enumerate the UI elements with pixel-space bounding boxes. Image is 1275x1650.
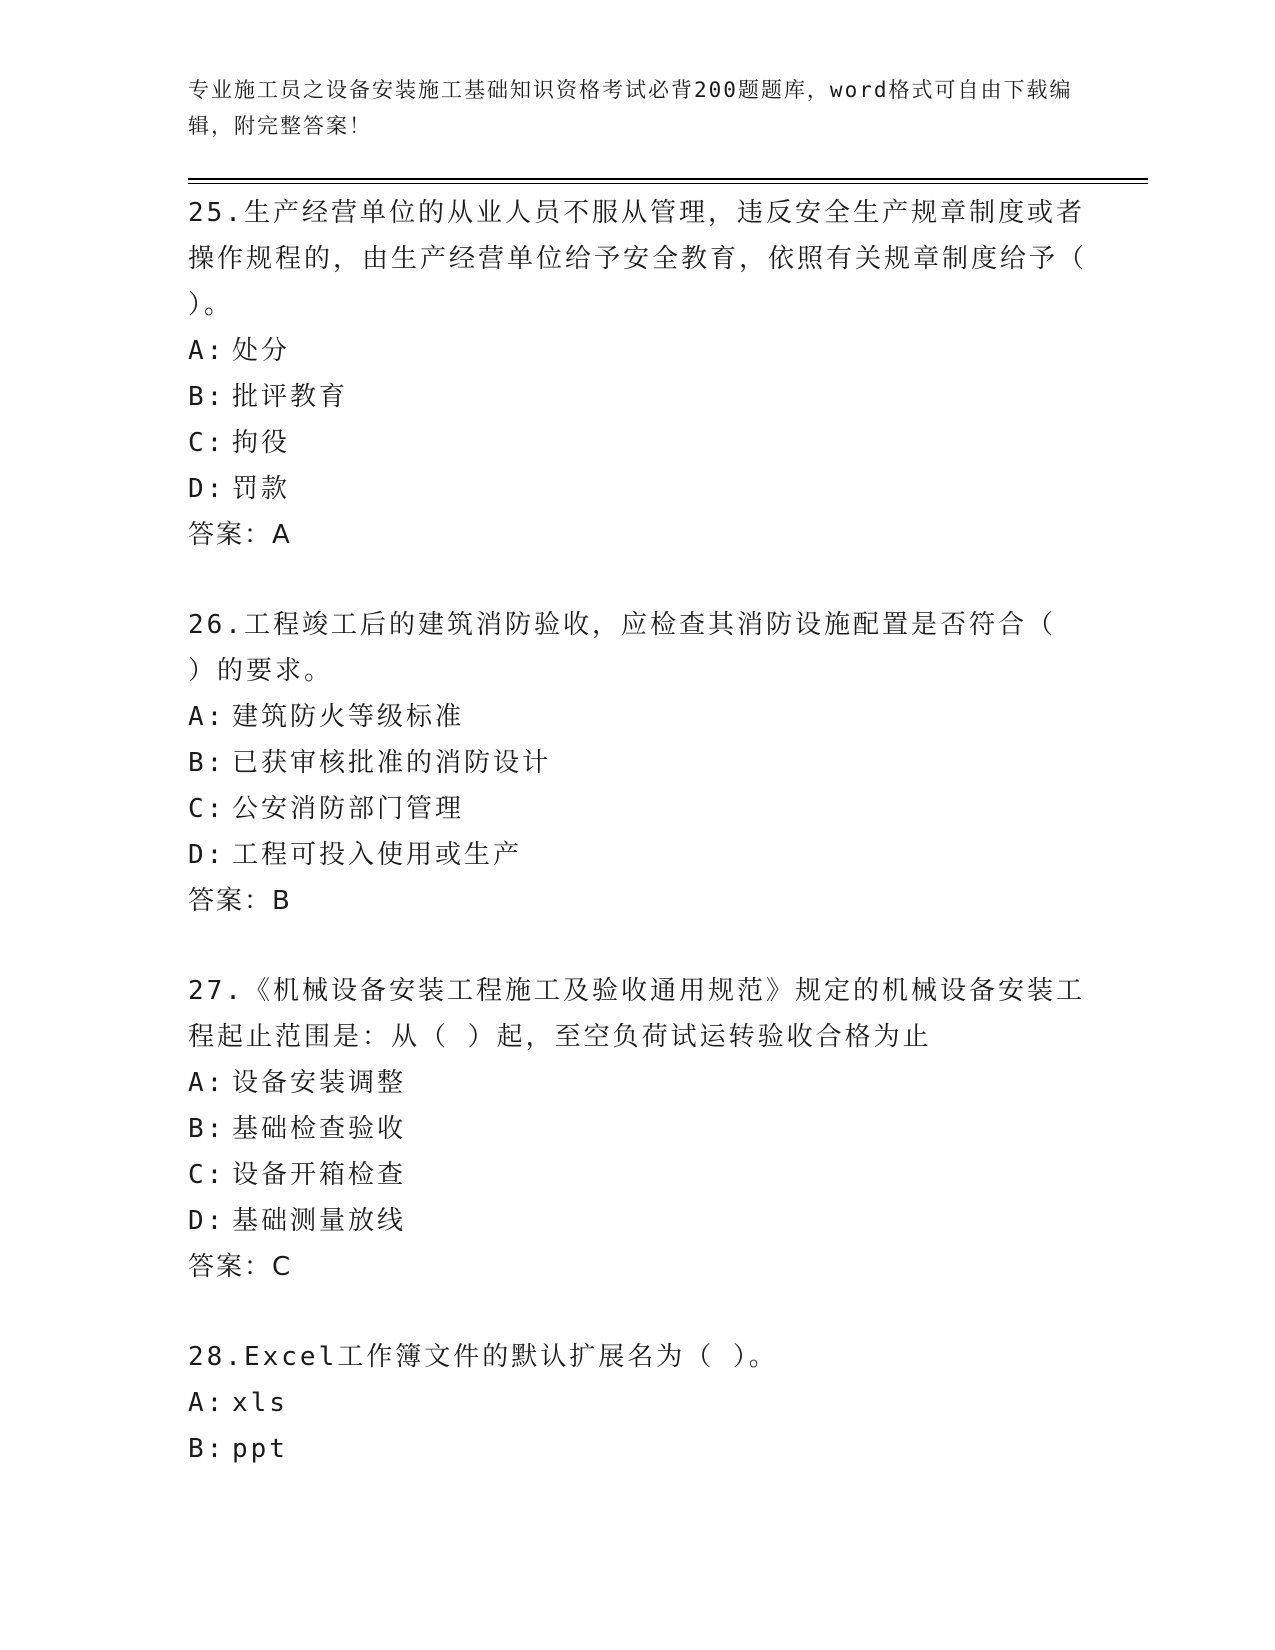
- option-c: [188, 1152, 1148, 1198]
- option-letter: B:: [188, 382, 226, 412]
- option-letter: C:: [188, 794, 226, 824]
- option-letter: D:: [188, 474, 226, 504]
- question-28: [188, 1334, 1148, 1472]
- option-letter: C:: [188, 1160, 226, 1190]
- answer-line: 答案：B: [188, 886, 292, 916]
- option-text: 已获审核批准的消防设计: [232, 748, 552, 778]
- option-c: [188, 420, 1148, 466]
- option-text: 设备安装调整: [232, 1068, 407, 1098]
- option-letter: B:: [188, 1114, 226, 1144]
- option-text: ppt: [232, 1434, 288, 1464]
- option-text: 基础测量放线: [232, 1206, 407, 1236]
- question-25: [188, 190, 1148, 558]
- question-stem: 27.《机械设备安装工程施工及验收通用规范》规定的机械设备安装工程起止范围是：从（ ）起，至空负荷试运转验收合格为止: [188, 976, 1085, 1052]
- question-27: [188, 968, 1148, 1290]
- option-text: 处分: [232, 336, 291, 366]
- question-stem: 25.生产经营单位的从业人员不服从管理，违反安全生产规章制度或者操作规程的，由生产经营单位给予安全教育，依照有关规章制度给予（ ）。: [188, 198, 1088, 320]
- option-b: [188, 1426, 1148, 1472]
- spacer: [188, 558, 1148, 596]
- option-text: xls: [232, 1388, 288, 1418]
- answer-line: 答案：A: [188, 520, 292, 550]
- option-text: 公安消防部门管理: [232, 794, 465, 824]
- option-d: [188, 1198, 1148, 1244]
- option-d: [188, 466, 1148, 512]
- option-text: 设备开箱检查: [232, 1160, 407, 1190]
- option-b: [188, 1106, 1148, 1152]
- option-letter: A:: [188, 1068, 226, 1098]
- option-letter: D:: [188, 840, 226, 870]
- option-a: [188, 1060, 1148, 1106]
- question-26: [188, 602, 1148, 924]
- spacer: [188, 924, 1148, 962]
- option-b: [188, 740, 1148, 786]
- option-letter: C:: [188, 428, 226, 458]
- answer-line: 答案：C: [188, 1252, 293, 1282]
- option-letter: B:: [188, 1434, 226, 1464]
- option-text: 拘役: [232, 428, 291, 458]
- option-text: 基础检查验收: [232, 1114, 407, 1144]
- option-a: [188, 328, 1148, 374]
- option-b: [188, 374, 1148, 420]
- option-letter: A:: [188, 702, 226, 732]
- document-header: 专业施工员之设备安装施工基础知识资格考试必背200题题库，word格式可自由下载编辑，附完整答案！: [188, 78, 1073, 138]
- option-letter: D:: [188, 1206, 226, 1236]
- option-letter: A:: [188, 1388, 226, 1418]
- option-d: [188, 832, 1148, 878]
- option-text: 工程可投入使用或生产: [232, 840, 523, 870]
- option-a: [188, 1380, 1148, 1426]
- option-text: 批评教育: [232, 382, 349, 412]
- header-divider: [188, 178, 1148, 184]
- question-stem: 26.工程竣工后的建筑消防验收，应检查其消防设施配置是否符合（ ）的要求。: [188, 610, 1056, 686]
- question-stem: 28.Excel工作簿文件的默认扩展名为（ ）。: [188, 1342, 778, 1372]
- option-a: [188, 694, 1148, 740]
- option-c: [188, 786, 1148, 832]
- document-page: [188, 72, 1148, 1472]
- option-letter: B:: [188, 748, 226, 778]
- spacer: [188, 1290, 1148, 1328]
- option-text: 罚款: [232, 474, 291, 504]
- option-text: 建筑防火等级标准: [232, 702, 465, 732]
- option-letter: A:: [188, 336, 226, 366]
